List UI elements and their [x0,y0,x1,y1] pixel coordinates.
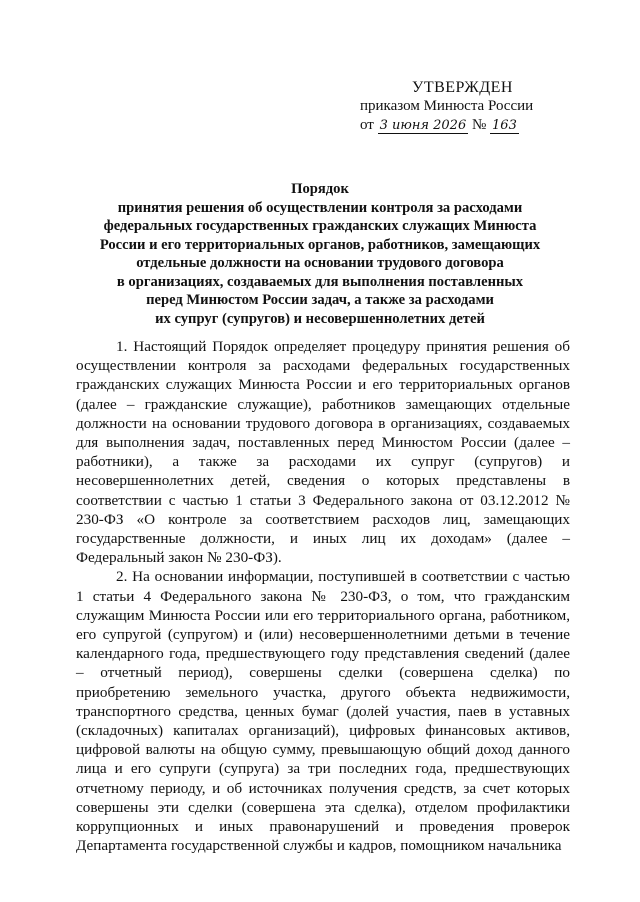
title-line: России и его территориальных органов, работников, замещающих [99,236,541,253]
title-line: перед Минюстом России задач, а также за расходами [146,292,494,308]
title-line: отдельные должности на основании трудового договора [136,255,504,271]
title-line: их супруг (супругов) и несовершеннолетних детей [155,310,485,327]
paragraph-1: 1. Настоящий Порядок определяет процедуру принятия решения об осуществлении контроля за расходами федеральных государственных гражданских служащих Минюста России и его территориальных органов (далее – гражданские служащие), работников замещающих отдельные должности на основании трудового договора в организациях, создаваемых для выполнения задач, поставленных перед Минюстом России (далее – работники), а также за расходами их супруг (супругов) и несовершеннолетних детей, сведения о которых представлены в соответствии с частью 1 статьи 3 Федерального закона от 03.12.2012 № 230-ФЗ «О контроле за соответствием расходов лиц, замещающих государственные должности, и иных лиц их доходам» (далее – Федеральный закон № 230-ФЗ). [76,338,570,567]
title-line: федеральных государственных гражданских служащих Минюста [103,218,537,234]
title-line: принятия решения об осуществлении контроля за расходами [117,199,523,216]
title-line: в организациях, создаваемых для выполнения поставленных [116,273,524,290]
handwritten-date: 3 июня 2026 [379,118,467,133]
approval-title: УТВЕРЖДЕН [412,79,513,96]
handwritten-number: 163 [492,118,517,133]
paragraph-2: 2. На основании информации, поступившей в соответствии с частью 1 статьи 4 Федерального закона № 230-ФЗ, о том, что гражданским служащим Минюста России или его территориального органа, работником, его супругой (супругом) и (или) несовершеннолетними детьми в течение календарного года, предшествующего году представления сведений (далее – отчетный период), совершены сделки (совершена сделка) по приобретению земельного участка, другого объекта недвижимости, транспортного средства, ценных бумаг (долей участия, паев в уставных (складочных) капиталах организаций), цифровых финансовых активов, цифровой валюты на общую сумму, превышающую общий доход данного лица и его супруги (супруга) за три последних года, предшествующих отчетному периоду, и об источниках получения средств, за счет которых совершены эти сделки (совершена эта сделка), отделом профилактики коррупционных и иных правонарушений и проведения проверок Департамента государственной службы и кадров, помощником начальника [76,568,570,855]
document-body [76,337,570,855]
number-prefix: № [471,117,487,133]
approval-block [360,78,600,135]
date-prefix: от [360,117,374,133]
document-title [70,180,570,328]
approval-date-line [360,116,600,135]
approval-order-line: приказом Минюста России [360,98,534,114]
title-line: Порядок [291,181,349,197]
